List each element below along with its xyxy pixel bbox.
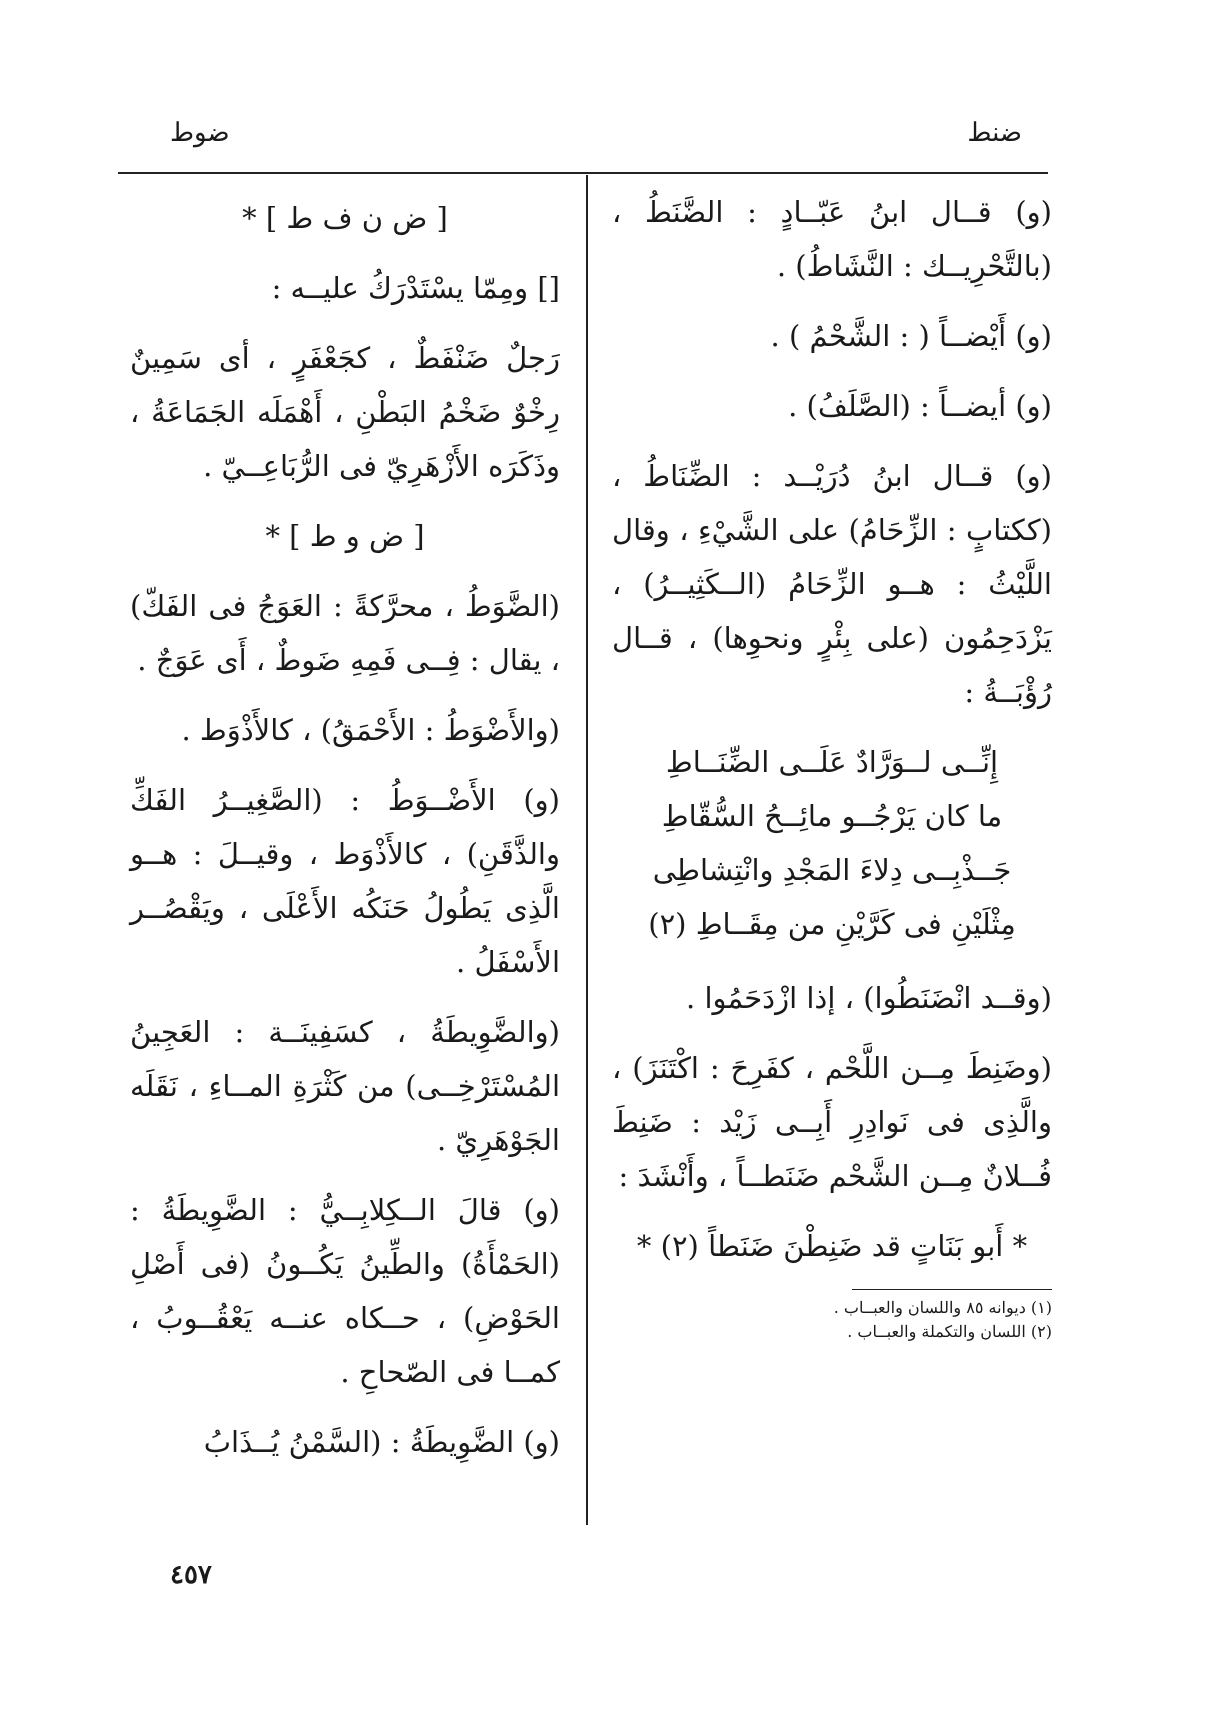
header-rule <box>118 172 1048 174</box>
entry-paragraph: (والأَضْوَطُ : الأَحْمَقُ) ، كالأَذْوَط . <box>181 713 560 747</box>
root-heading: [ ض و ط ] * <box>265 519 425 553</box>
entry-paragraph: (و) الضَّوِيطَةُ : (السَّمْنُ يُــذَابُ <box>203 1425 560 1459</box>
poem-verses <box>612 735 1052 951</box>
root-heading: [ ض ن ف ط ] * <box>242 201 448 235</box>
column-divider <box>586 175 588 1525</box>
page-number: ٤٥٧ <box>170 1560 212 1590</box>
entry-paragraph: (و) قــال ابنُ دُرَيْــد : الضِّنَاطُ ، (ككتابٍ : الزِّحَامُ) على الشَّيْءِ ، وقال اللَّيْثُ : هــو الزِّحَامُ (الــكَثِيــرُ) ، يَزْدَحِمُون (على بِئْرٍ ونحوِها) ، قــال رُؤْبَــةُ : <box>612 459 1052 709</box>
verse-line: إِنِّــى لــوَرَّادٌ عَلَــى الضِّنَــاطِ <box>665 745 999 779</box>
verse-line: مِثْلَيْنِ فى كَرَّيْنِ من مِقَــاطِ (٢) <box>648 907 1016 941</box>
entry-paragraph: (وضَنِطَ مِــن اللَّحْم ، كفَرِحَ : اكْتَنَزَ) ، والَّذِى فى نَوادِرِ أَبِــى زَيْد : ضَنِطَ فُــلانٌ مِــن الشَّحْم ضَنَطــاً ، وأَنْشَدَ : <box>612 1051 1052 1193</box>
entry-paragraph: (و) أَيْضــاً ( : الشَّحْمُ ) . <box>770 319 1052 353</box>
footnote-rule <box>852 1289 1052 1290</box>
entry-paragraph: (و) قالَ الــكِلابِــيُّ : الضَّوِيطَةُ : (الحَمْأَةُ) والطِّينُ يَكُــونُ (فى أَصْلِ الحَوْضِ) ، حــكاه عنــه يَعْقُــوبُ ، كمــا فى الصّحاحِ . <box>130 1193 560 1389</box>
running-head-left: ضوط <box>170 118 230 148</box>
verse-line: جَــذْبِــى دِلاءَ المَجْدِ وانْتِشاطِى <box>652 853 1012 887</box>
entry-paragraph: (والضَّوِيطَةُ ، كسَفِينَــة : العَجِينُ المُسْتَرْخِــى) من كَثْرَةِ المــاءِ ، نَقَلَه الجَوْهَرِيّ . <box>130 1015 560 1157</box>
verse-line: ما كان يَرْجُــو مائِــحُ السُّقّاطِ <box>661 799 1003 833</box>
footnote: (٢) اللسان والتكملة والعبــاب . <box>847 1322 1052 1341</box>
entry-paragraph: (الضَّوَطُ ، محرَّكةً : العَوَجُ فى الفَكّ) ، يقال : فِــى فَمِهِ ضَوطٌ ، أَى عَوَجٌ . <box>130 589 560 677</box>
right-column <box>612 185 1052 1344</box>
entry-paragraph: (و) الأَضْــوَطُ : (الصَّغِيــرُ الفَكِّ والذَّقَنِ) ، كالأَذْوَط ، وقيــلَ : هــو الَّذِى يَطُولُ حَنَكُه الأَعْلَى ، ويَقْصُــر الأَسْفَلُ . <box>130 783 560 979</box>
entry-paragraph: (و) قــال ابنُ عَبّــادٍ : الضَّنَطُ ، (بالتَّحْرِيــك : النَّشَاطُ) . <box>612 195 1052 283</box>
entry-paragraph: (وقــد انْضَنَطُوا) ، إذا ازْدَحَمُوا . <box>686 981 1052 1015</box>
entry-paragraph: (و) أيضــاً : (الصَّلَفُ) . <box>788 389 1052 423</box>
footnote: (١) ديوانه ٨٥ واللسان والعبــاب . <box>833 1298 1052 1317</box>
running-head-right: ضنط <box>967 118 1022 148</box>
verse-line: * أَبو بَنَاتٍ قد ضَنِطْنَ ضَنَطاً (٢) * <box>636 1229 1028 1263</box>
entry-paragraph: رَجلٌ ضَنْفَطٌ ، كجَعْفَرٍ ، أى سَمِينٌ رِخْوٌ ضَخْمُ البَطْنِ ، أَهْمَلَه الجَمَاعَةُ ، وذَكَرَه الأَزْهَرِيّ فى الرُّبَاعِــيّ . <box>130 341 560 483</box>
entry-paragraph: [] ومِمّا يسْتَدْرَكُ عليــه : <box>271 271 560 305</box>
left-column <box>130 185 560 1485</box>
